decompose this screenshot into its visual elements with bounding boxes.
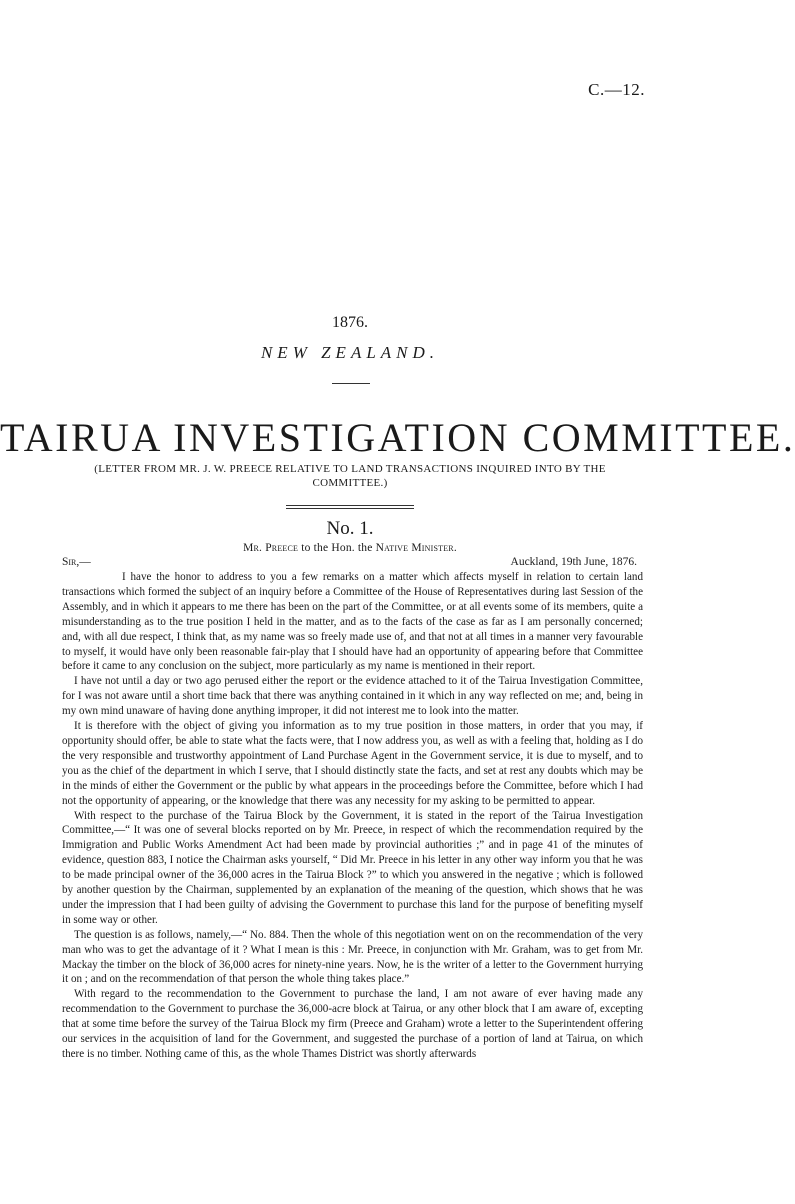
year: 1876. [332, 314, 368, 331]
document-subtitle: (LETTER FROM MR. J. W. PREECE RELATIVE TO LAND TRANSACTIONS INQUIRED INTO BY THE COMMITTEE.) [94, 463, 606, 489]
letter-heading [0, 542, 700, 554]
paragraph: I have the honor to address to you a few remarks on a matter which affects myself in relation to certain land transactions which formed the subject of an inquiry before a Committee of the House of Representatives during last Session of the Assembly, and in which it appears to me there has been on the part of the Committee, or at all events some of its members, quite a misunderstanding as to the true position I held in the matter, and as to the facts of the case as far as I am personally concerned; and, with all due respect, I think that, as my name was so freely made use of, and that not at all times in a manner very favourable to myself, it would have only been reasonable fair-play that I should have had an opportunity of appearing before that Committee before it came to any conclusion on the subject, more particularly as my name is mentioned in their report. [62, 571, 643, 673]
letter-sender: Mr. Preece [243, 542, 299, 554]
date-line: Auckland, 19th June, 1876. [510, 556, 637, 568]
double-divider-rule [286, 505, 414, 509]
salutation: Sir,— [62, 556, 91, 568]
letter-number: No. 1. [326, 518, 374, 539]
paragraph: With regard to the recommendation to the Government to purchase the land, I am not aware of ever having made any recommendation to the Government to purchase the 36,000-acre block at Tairua, or any other block that I am aware of, excepting that at some time before the survey of the Tairua Block my firm (Preece and Graham) wrote a letter to the Superintendent offering our services in the acquisition of land for the Government, and suggested the purchase of a portion of land at Tairua, on which there is no timber. Nothing came of this, as the whole Thames District was shortly afterwards [62, 988, 643, 1060]
letter-heading-middle: to the Hon. the [298, 542, 376, 554]
country-heading: NEW ZEALAND. [260, 343, 440, 362]
page-reference: C.—12. [588, 80, 645, 99]
document-title: TAIRUA INVESTIGATION COMMITTEE. [0, 415, 795, 460]
paragraph: The question is as follows, namely,—“ No. 884. Then the whole of this negotiation went on on the recommendation of the very man who was to get the advantage of it ? What I mean is this : Mr. Preece, in conjunction with Mr. Graham, was to get from Mr. Mackay the timber on the block of 36,000 acres for ninety-nine years. Now, he is the writer of a letter to the Government hurrying it on ; and on the recommendation of that person the whole thing takes place.” [62, 928, 643, 986]
paragraph: I have not until a day or two ago perused either the report or the evidence attached to it of the Tairua Investigation Committee, for I was not aware until a short time back that there was anything contained in it which in any way reflected on me; and, being in my own mind unaware of having done anything improper, it did not interest me to look into the matter. [62, 675, 643, 718]
paragraph: With respect to the purchase of the Tairua Block by the Government, it is stated in the report of the Tairua Investigation Committee,—“ It was one of several blocks reported on by Mr. Preece, in respect of which the recommendation required by the Immigration and Public Works Amendment Act had been made by provincial authorities ;” and in page 41 of the minutes of evidence, question 883, I notice the Chairman asks yourself, “ Did Mr. Preece in his letter in any other way inform you that he was to be made principal owner of the 36,000 acres in the Tairua Block ?” to which you answered in the negative ; which is followed by another question by the Chairman, supplemented by an explanation of the meaning of the question, which shows that he was under the impression that I had been guilty of advising the Government to purchase this land for the purpose of benefiting myself in some way or other. [62, 809, 643, 926]
letter-recipient: Native Minister. [375, 542, 457, 554]
letter-body [62, 570, 643, 1062]
divider-rule [332, 383, 370, 384]
paragraph: It is therefore with the object of giving you information as to my true position in those matters, in order that you may, if opportunity should offer, be able to state what the facts were, that I now address you, as well as with a feeling that, holding as I do the very responsible and trustworthy appointment of Land Purchase Agent in the Government service, it is due to myself, and to you as the chief of the department in which I serve, that I should distinctly state the facts, and set at rest any doubts which may be in the minds of either the Government or the public by what appears in the proceedings before the Committee, before which I had not the opportunity of appearing, or the knowledge that there was any necessity for my asking to be permitted to appear. [62, 720, 643, 807]
